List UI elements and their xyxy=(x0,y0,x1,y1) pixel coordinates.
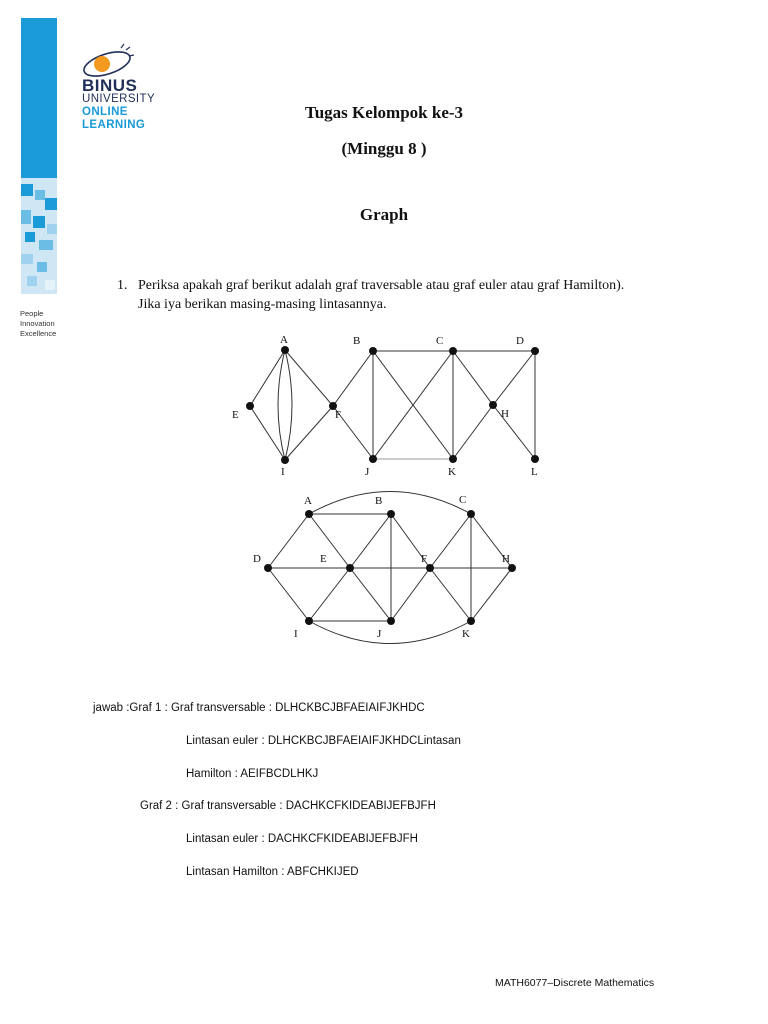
graph2-label-d: D xyxy=(253,553,261,565)
edge-h-k xyxy=(471,568,512,621)
edge-e-j xyxy=(350,568,391,621)
page-footer: MATH6077–Discrete Mathematics xyxy=(495,977,655,989)
topic-heading: Graph xyxy=(359,205,409,224)
edge-c-h xyxy=(453,351,493,405)
answer-line-3: Hamilton : AEIFBCDLHKJ xyxy=(186,768,319,780)
binus-logo-icon xyxy=(77,40,141,80)
graph1-node-l xyxy=(531,455,539,463)
graph2-node-k xyxy=(467,617,475,625)
edge-d-i xyxy=(268,568,309,621)
graph2-label-h: H xyxy=(502,553,510,565)
question-number: 1. xyxy=(117,278,128,293)
graph2-node-f xyxy=(426,564,434,572)
edge-f-k xyxy=(430,568,471,621)
graph1-label-b: B xyxy=(353,335,361,347)
graph1-label-h: H xyxy=(501,408,509,420)
page-title: Tugas Kelompok ke-3 xyxy=(304,103,464,122)
graph1-node-j xyxy=(369,455,377,463)
tagline-people: People xyxy=(20,309,44,318)
graph1-label-k: K xyxy=(448,466,456,478)
graph1-node-h xyxy=(489,401,497,409)
answer-line-4: Graf 2 : Graf transversable : DACHKCFKIDEABIJEFBJFH xyxy=(140,800,436,812)
answer-line-5: Lintasan euler : DACHKCFKIDEABIJEFBJFH xyxy=(186,833,418,845)
edge-a-i-left xyxy=(278,350,285,460)
edge-h-k xyxy=(453,405,493,459)
logo-binus-text: BINUS xyxy=(82,76,138,95)
graph2-node-h xyxy=(508,564,516,572)
edge-c-f xyxy=(430,514,471,568)
answer-line-2: Lintasan euler : DLHCKBCJBFAEIAIFJKHDCLintasan xyxy=(186,735,461,747)
question-text-line2: Jika iya berikan masing-masing lintasannya. xyxy=(138,297,387,312)
graph1-node-c xyxy=(449,347,457,355)
graph1-node-a xyxy=(281,346,289,354)
graph2-node-e xyxy=(346,564,354,572)
graph2-label-k: K xyxy=(462,628,470,640)
graph2-label-e: E xyxy=(320,553,327,565)
logo-learning-text: LEARNING xyxy=(82,119,146,131)
edge-f-b xyxy=(333,351,373,406)
edge-a-e xyxy=(309,514,350,568)
graph1-label-l: L xyxy=(531,466,538,478)
graph-2-diagram xyxy=(250,484,522,644)
tagline-excellence: Excellence xyxy=(20,329,57,338)
graph1-label-c: C xyxy=(436,335,444,347)
edge-a-i-right xyxy=(285,350,292,460)
graph1-label-e: E xyxy=(232,409,239,421)
question-text-line1: Periksa apakah graf berikut adalah graf traversable atau graf euler atau graf Hamilton). xyxy=(138,278,625,293)
logo-university-text: UNIVERSITY xyxy=(82,93,156,105)
answer-line-1: jawab :Graf 1 : Graf transversable : DLHCKBCJBFAEIAIFJKHDC xyxy=(93,702,425,714)
graph-1-diagram xyxy=(225,330,555,478)
edge-e-i xyxy=(309,568,350,621)
graph1-node-d xyxy=(531,347,539,355)
graph1-label-f: F xyxy=(335,409,342,421)
graph2-label-c: C xyxy=(459,494,467,506)
graph2-node-c xyxy=(467,510,475,518)
edge-f-j xyxy=(391,568,430,621)
graph1-node-k xyxy=(449,455,457,463)
graph1-label-i: I xyxy=(281,466,285,478)
edge-h-l xyxy=(493,405,535,459)
edge-d-a xyxy=(268,514,309,568)
graph1-label-d: D xyxy=(516,335,524,347)
answer-line-6: Lintasan Hamilton : ABFCHKIJED xyxy=(186,866,359,878)
graph2-node-b xyxy=(387,510,395,518)
edge-b-e xyxy=(350,514,391,568)
graph2-node-j xyxy=(387,617,395,625)
graph2-node-d xyxy=(264,564,272,572)
graph2-node-a xyxy=(305,510,313,518)
graph2-node-i xyxy=(305,617,313,625)
graph2-label-a: A xyxy=(304,495,312,507)
graph1-node-i xyxy=(281,456,289,464)
week-subtitle: (Minggu 8 ) xyxy=(341,139,427,158)
graph1-node-e xyxy=(246,402,254,410)
graph2-label-f: F xyxy=(421,553,428,565)
logo-online-text: ONLINE xyxy=(82,106,128,118)
graph2-label-i: I xyxy=(294,628,298,640)
graph1-label-a: A xyxy=(280,334,288,346)
graph2-label-b: B xyxy=(375,495,383,507)
graph1-node-b xyxy=(369,347,377,355)
edge-d-h xyxy=(493,351,535,405)
tagline-innovation: Innovation xyxy=(20,319,55,328)
graph1-label-j: J xyxy=(365,466,370,478)
graph2-label-j: J xyxy=(377,628,382,640)
